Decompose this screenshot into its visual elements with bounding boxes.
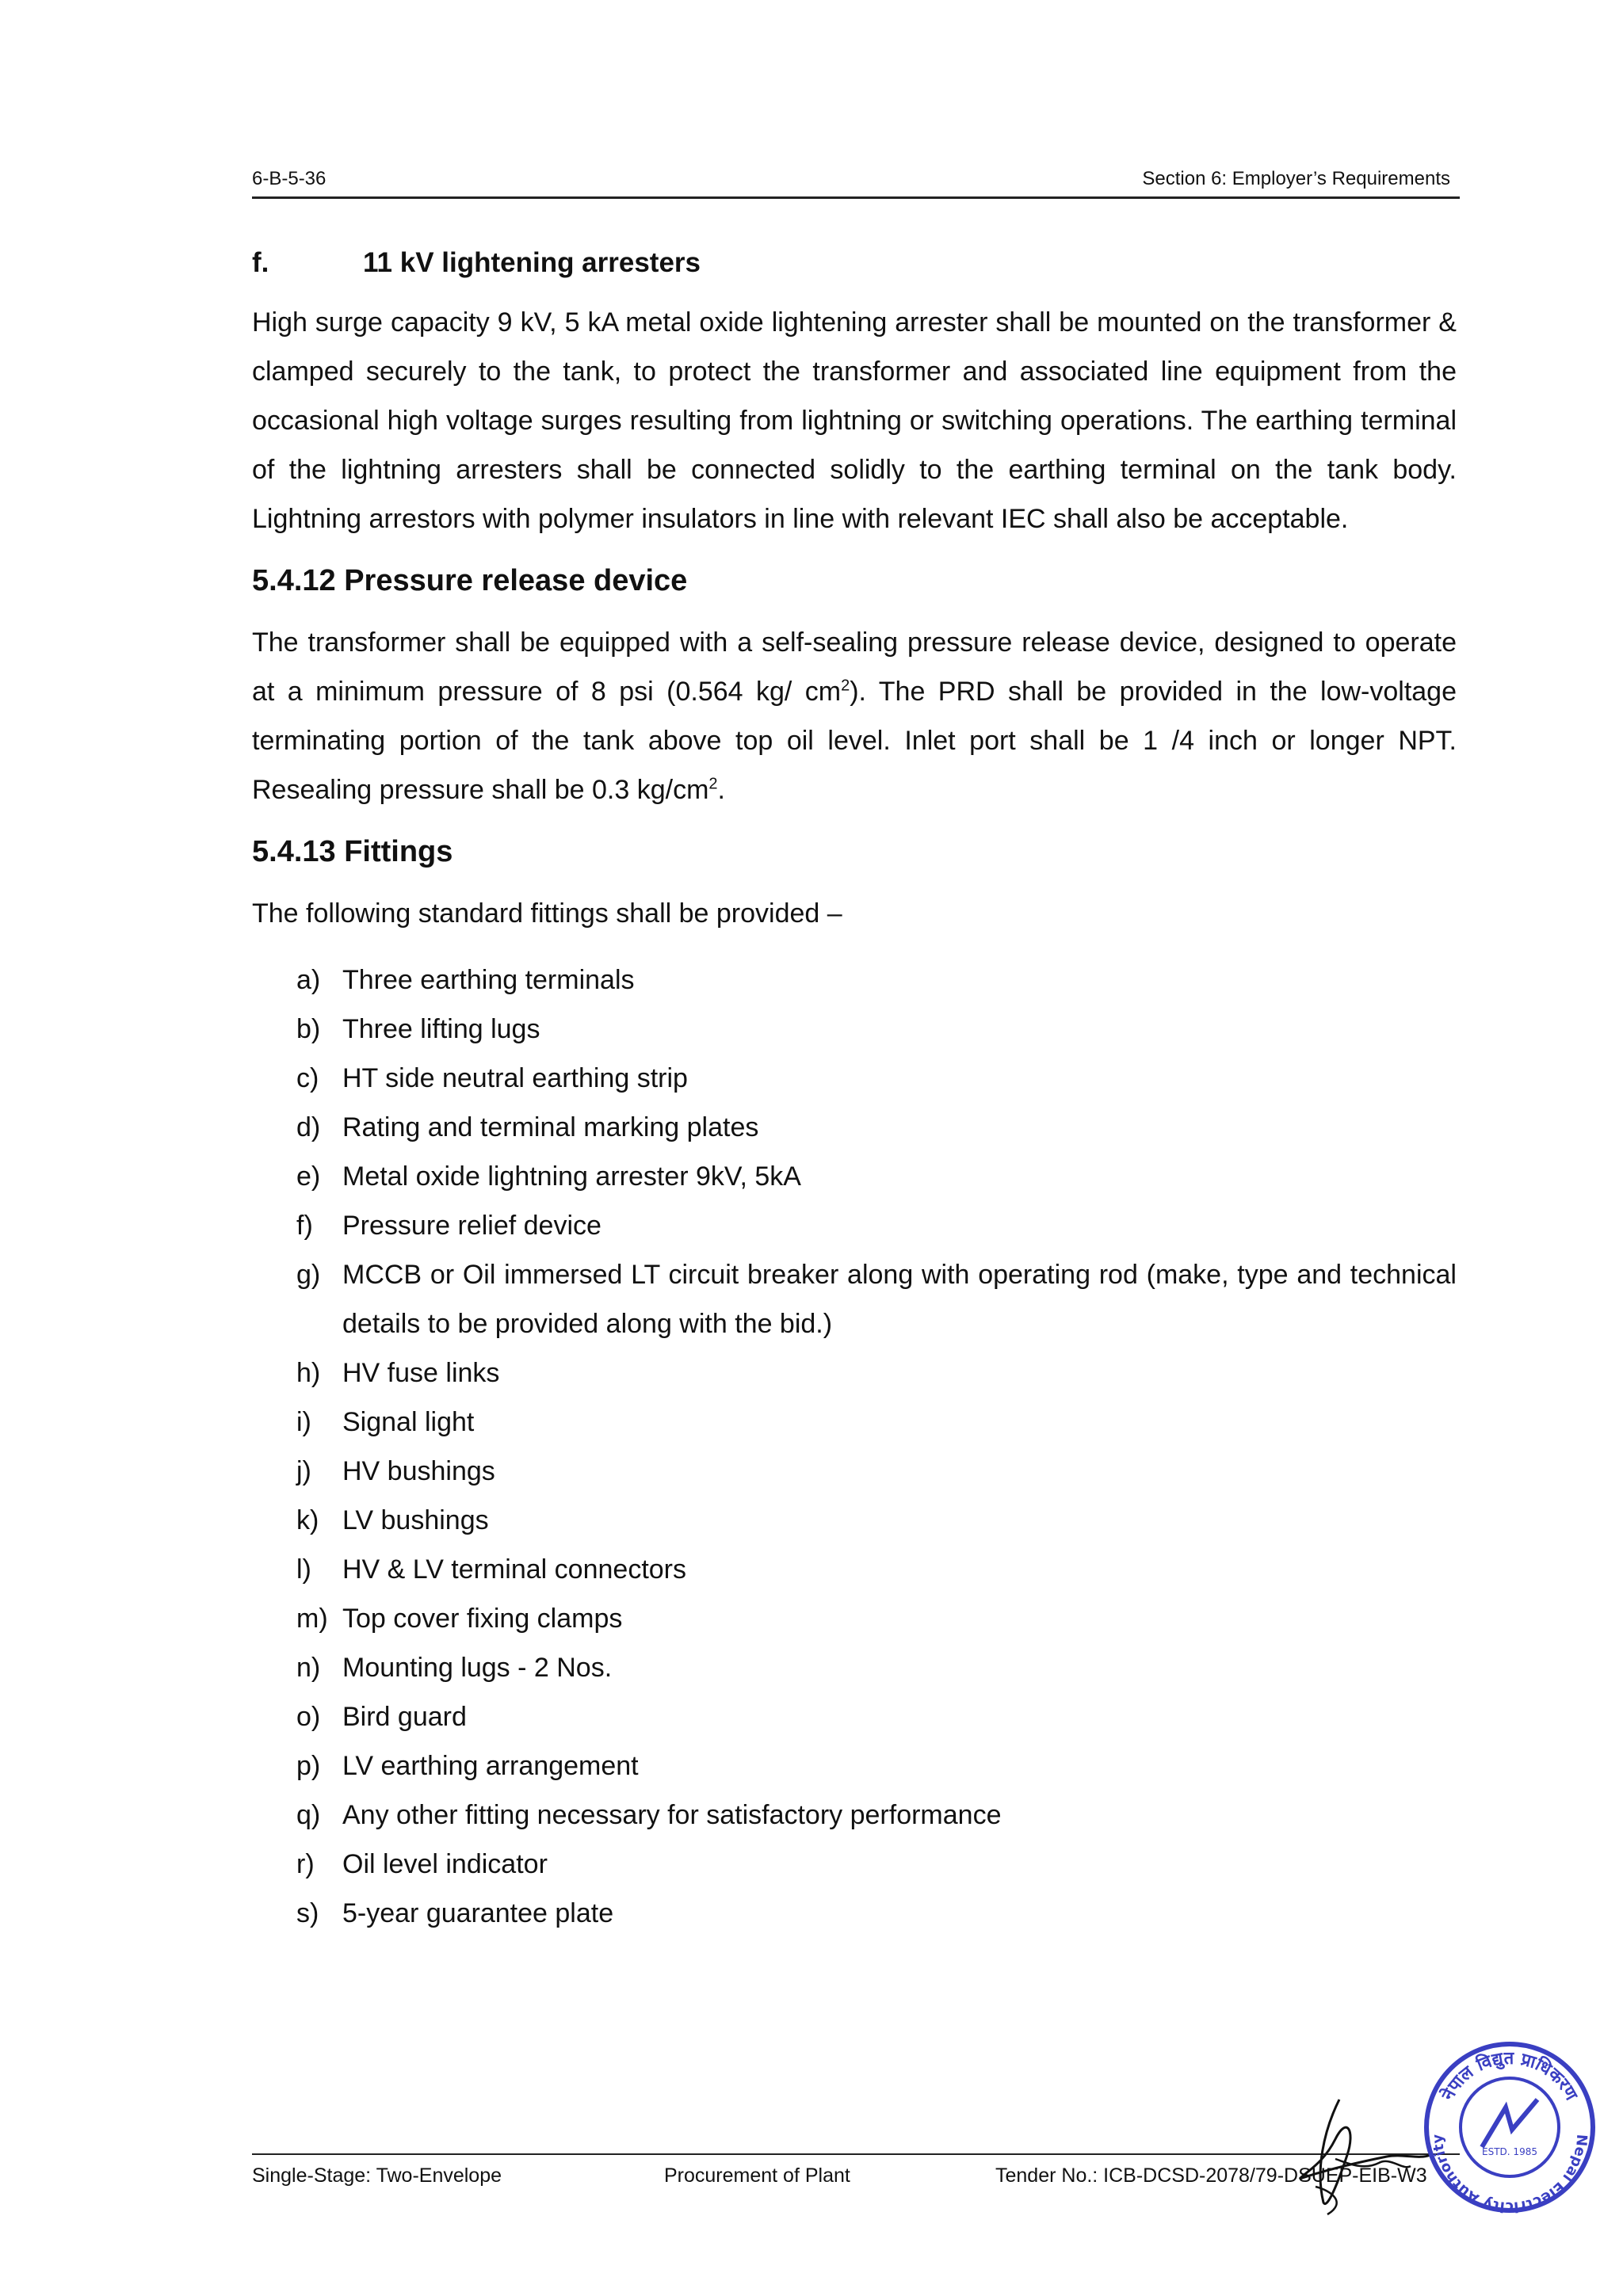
list-marker: n) <box>296 1653 321 1683</box>
superscript-2: 2 <box>708 775 718 793</box>
list-item <box>252 1152 1457 1201</box>
list-item <box>252 1791 1457 1840</box>
list-text: HV fuse links <box>342 1358 500 1388</box>
section-title: Section 6: Employer’s Requirements <box>1142 168 1450 189</box>
list-item <box>252 1103 1457 1152</box>
list-marker: e) <box>296 1161 321 1192</box>
list-item <box>252 1692 1457 1741</box>
pressure-text-3: . <box>717 775 725 805</box>
list-text: Top cover fixing clamps <box>342 1604 623 1634</box>
list-text: Signal light <box>342 1407 475 1437</box>
lightening-arresters-paragraph: High surge capacity 9 kV, 5 kA metal oxide lightening arrester shall be mounted on the transformer & clamped securely to the tank, to protect the transformer and associated line equipment from the occasional high voltage surges resulting from lightning or switching operations. The earthing terminal of the lightning arresters shall be connected solidly to the earthing terminal on the tank body. Lightning arrestors with polymer insulators in line with relevant IEC shall also be acceptable. <box>252 307 1457 534</box>
list-marker: d) <box>296 1112 321 1142</box>
list-item <box>252 1398 1457 1447</box>
list-text: Bird guard <box>342 1702 467 1732</box>
list-item <box>252 1054 1457 1103</box>
list-item <box>252 1594 1457 1643</box>
pressure-release-paragraph <box>252 618 1457 814</box>
list-marker: o) <box>296 1702 321 1732</box>
list-marker: q) <box>296 1800 321 1830</box>
seal-nepali-text: नेपाल विद्युत प्राधिकरण <box>1438 2048 1582 2104</box>
list-marker: k) <box>296 1505 319 1535</box>
list-marker: p) <box>296 1751 321 1781</box>
list-item <box>252 1250 1457 1348</box>
subsection-title: 11 kV lightening arresters <box>363 247 701 278</box>
footer-center: Procurement of Plant <box>664 2164 850 2187</box>
list-item <box>252 1840 1457 1889</box>
pressure-text-1: The transformer shall be equipped with a self-sealing pressure release device, designed to operate at a minimum pressure of 8 psi (0.564 kg/ cm <box>252 627 1457 707</box>
list-item <box>252 1201 1457 1250</box>
list-marker: f) <box>296 1211 313 1241</box>
page-id: 6-B-5-36 <box>252 168 327 189</box>
list-marker: c) <box>296 1063 319 1093</box>
list-marker: i) <box>296 1407 311 1437</box>
superscript-2: 2 <box>841 677 850 695</box>
footer-left: Single-Stage: Two-Envelope <box>252 2164 502 2187</box>
list-marker: b) <box>296 1014 321 1044</box>
list-marker: a) <box>296 965 321 995</box>
list-item <box>252 1741 1457 1791</box>
list-text: MCCB or Oil immersed LT circuit breaker along with operating rod (make, type and technical details to be provided along with the bid.) <box>342 1260 1457 1339</box>
list-item <box>252 1447 1457 1496</box>
pressure-release-heading: 5.4.12 Pressure release device <box>252 564 688 597</box>
fittings-intro: The following standard fittings shall be provided – <box>252 898 842 929</box>
list-item <box>252 1348 1457 1398</box>
fittings-heading: 5.4.13 Fittings <box>252 835 453 868</box>
list-marker: r) <box>296 1849 315 1879</box>
seal-year: ESTD. 1985 <box>1482 2146 1537 2157</box>
list-item <box>252 1545 1457 1594</box>
list-text: 5-year guarantee plate <box>342 1898 614 1928</box>
page-content <box>252 247 1457 1938</box>
list-marker: g) <box>296 1260 321 1290</box>
subsection-f-heading <box>252 247 1457 279</box>
list-marker: j) <box>296 1456 311 1486</box>
pressure-text-2: ). The PRD shall be provided in the low-voltage terminating portion of the tank above top oil level. Inlet port shall be 1 /4 inch or longer NPT. Resealing pressure shall be 0.3 kg/cm <box>252 677 1457 805</box>
authority-seal-icon <box>1419 2036 1601 2218</box>
list-text: LV earthing arrangement <box>342 1751 639 1781</box>
list-item <box>252 1643 1457 1692</box>
list-text: Rating and terminal marking plates <box>342 1112 759 1142</box>
list-marker: h) <box>296 1358 321 1388</box>
list-text: Metal oxide lightning arrester 9kV, 5kA <box>342 1161 801 1192</box>
page-header <box>252 165 1460 199</box>
fittings-list <box>252 955 1457 1938</box>
list-text: Three lifting lugs <box>342 1014 540 1044</box>
list-text: HV & LV terminal connectors <box>342 1554 686 1585</box>
list-marker: m) <box>296 1604 328 1634</box>
footer-right: Tender No.: ICB-DCSD-2078/79-DSUEP-EIB-W3 <box>995 2164 1427 2187</box>
list-text: LV bushings <box>342 1505 489 1535</box>
list-item <box>252 1005 1457 1054</box>
list-text: HV bushings <box>342 1456 495 1486</box>
list-text: HT side neutral earthing strip <box>342 1063 688 1093</box>
list-text: Three earthing terminals <box>342 965 635 995</box>
list-item <box>252 1496 1457 1545</box>
page-footer <box>252 2153 1460 2187</box>
list-item <box>252 955 1457 1005</box>
list-text: Mounting lugs - 2 Nos. <box>342 1653 613 1683</box>
list-marker: l) <box>296 1554 311 1585</box>
list-text: Pressure relief device <box>342 1211 601 1241</box>
seal-english-text: Nepal Electricity Authority <box>1429 2134 1591 2216</box>
list-text: Any other fitting necessary for satisfactory performance <box>342 1800 1002 1830</box>
subsection-letter: f. <box>252 247 269 278</box>
list-text: Oil level indicator <box>342 1849 548 1879</box>
list-item <box>252 1889 1457 1938</box>
list-marker: s) <box>296 1898 319 1928</box>
signature-icon <box>1292 2084 1434 2218</box>
